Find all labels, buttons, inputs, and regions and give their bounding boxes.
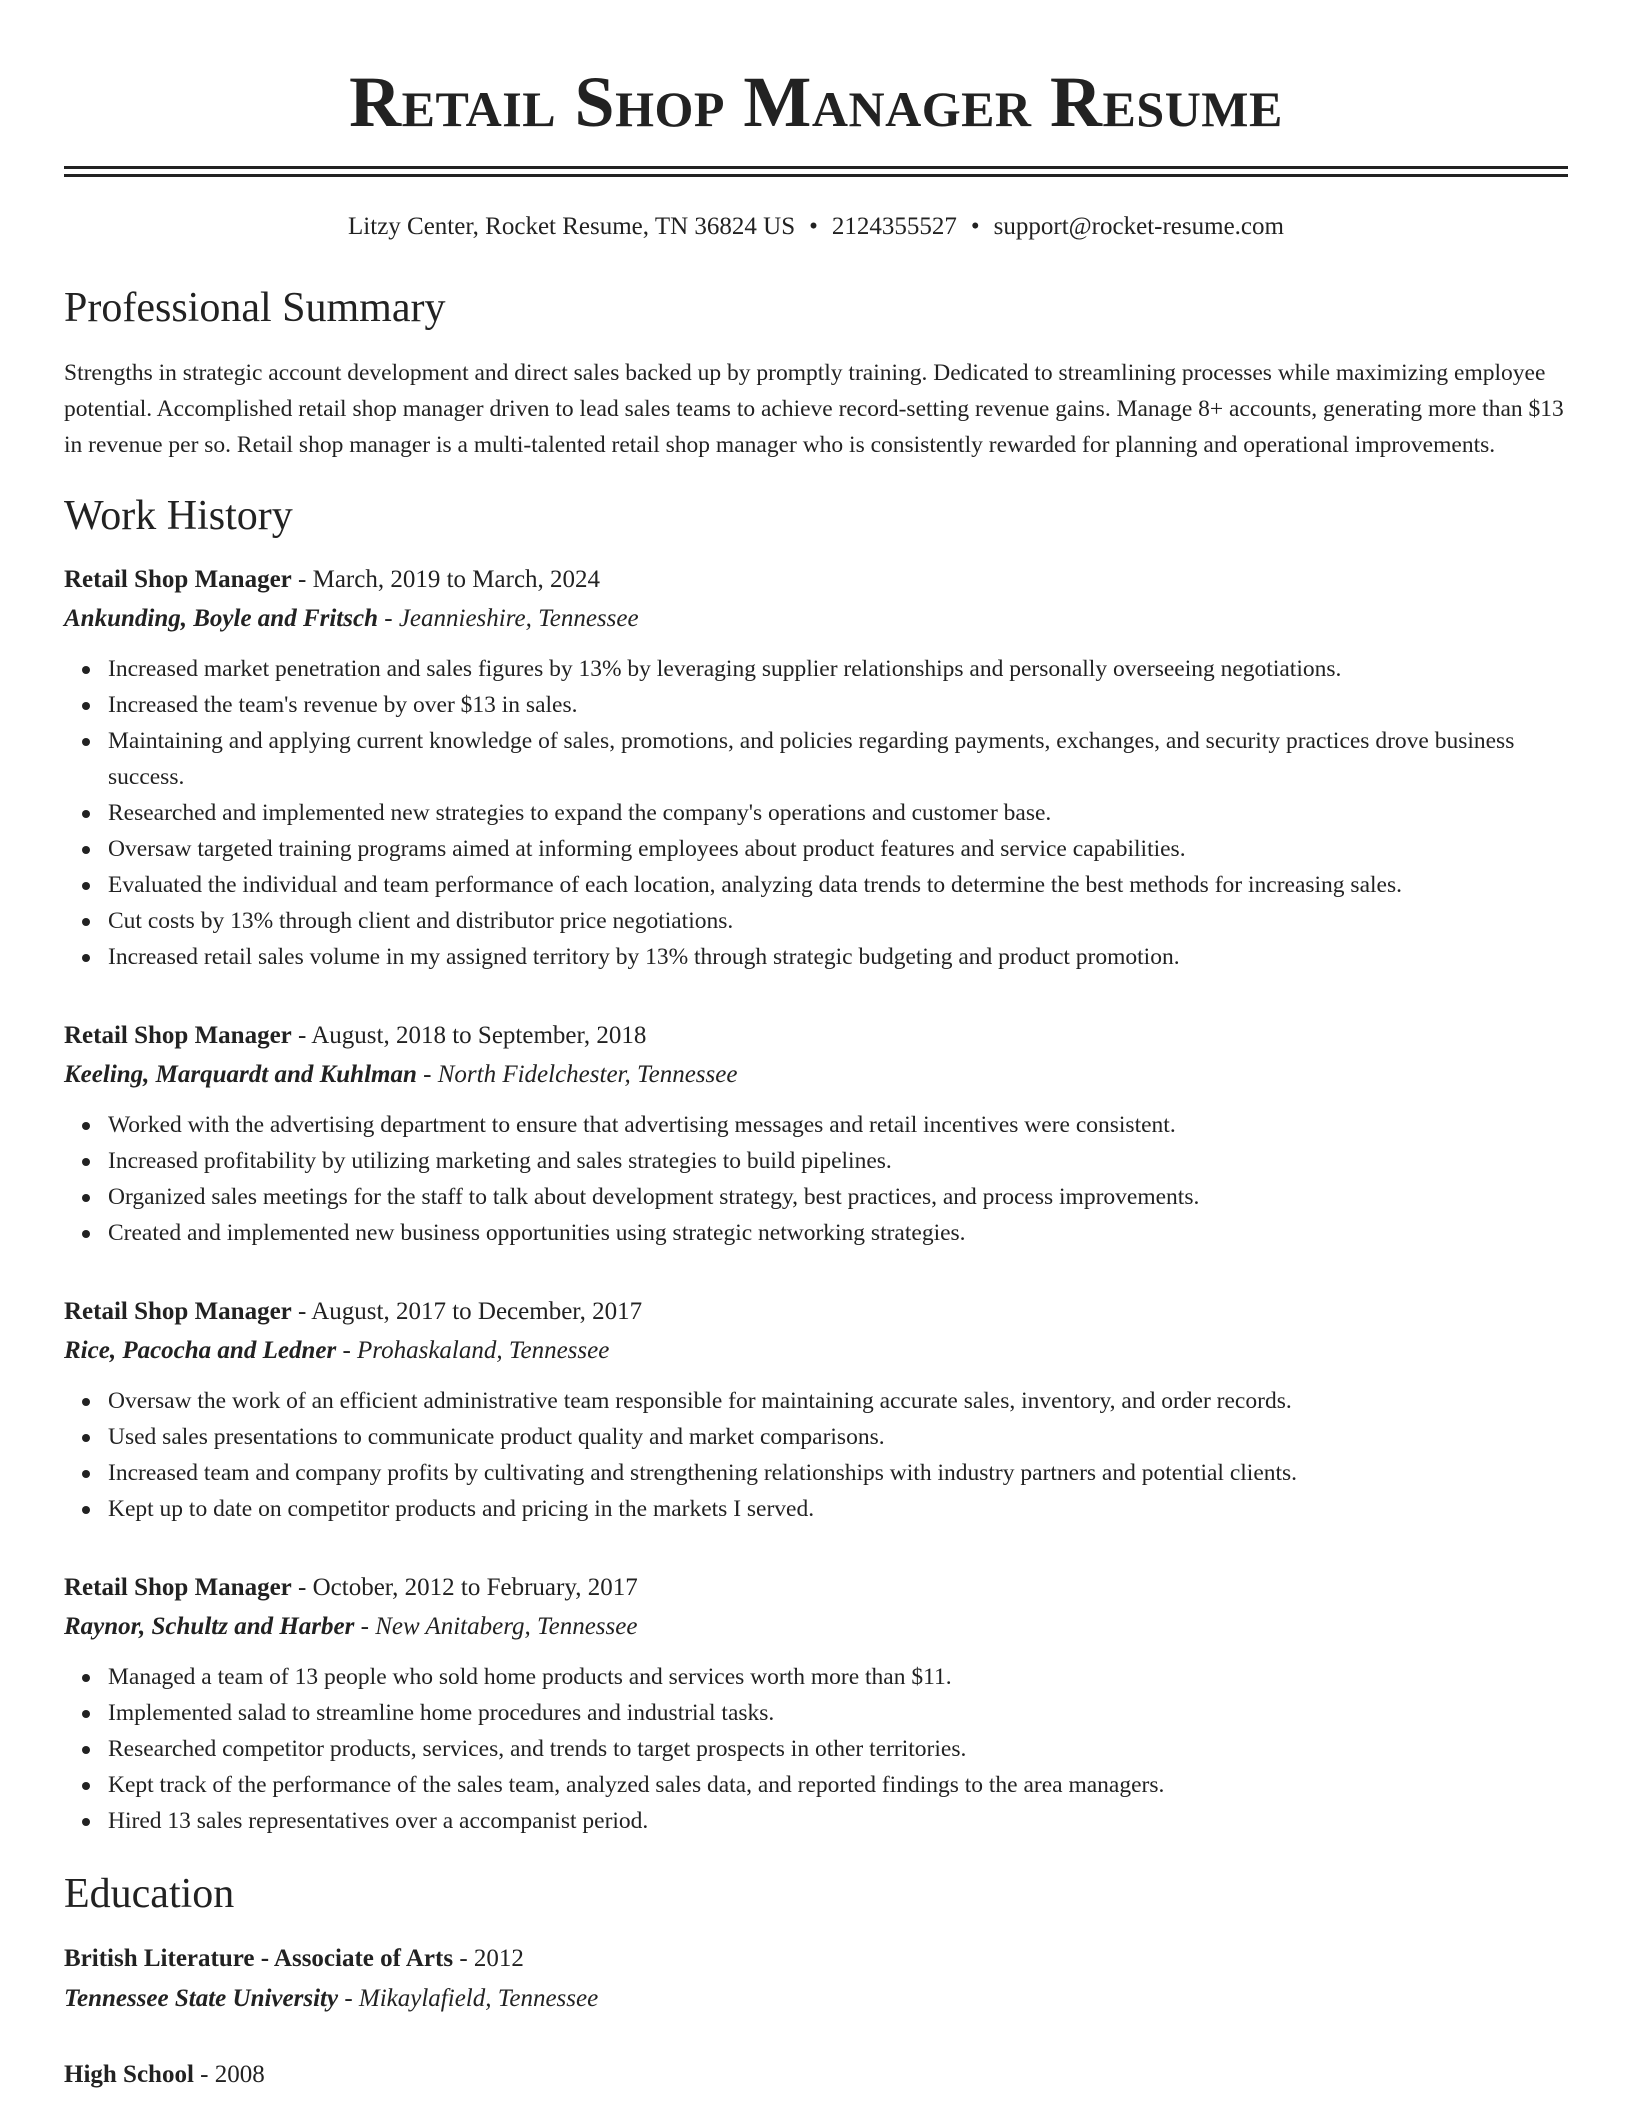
- job-bullet: Cut costs by 13% through client and distributor price negotiations.: [108, 903, 1568, 939]
- employer-line: [64, 1607, 1568, 1647]
- school-name: Tennessee State University: [64, 1985, 339, 2012]
- contact-line: [64, 211, 1568, 243]
- employer-location: New Anitaberg, Tennessee: [375, 1613, 638, 1640]
- job-dash: -: [291, 1574, 313, 1601]
- job-bullet: Researched and implemented new strategies to expand the company's operations and customer base.: [108, 795, 1568, 831]
- job-title: Retail Shop Manager: [64, 1022, 292, 1049]
- job-title: Retail Shop Manager: [64, 566, 292, 593]
- job-entry: [64, 1569, 1568, 1839]
- contact-separator: •: [970, 213, 980, 240]
- job-bullet: Maintaining and applying current knowledge of sales, promotions, and policies regarding payments, exchanges, and security practices drove business success.: [108, 723, 1568, 795]
- job-bullet: Kept up to date on competitor products and pricing in the markets I served.: [108, 1491, 1568, 1527]
- job-title-line: [64, 1569, 1568, 1607]
- job-bullet: Evaluated the individual and team performance of each location, analyzing data trends to determine the best methods for increasing sales.: [108, 867, 1568, 903]
- degree-name: High School: [64, 2061, 194, 2088]
- employer-location: Jeannieshire, Tennessee: [398, 605, 639, 632]
- job-bullet: Increased the team's revenue by over $13 in sales.: [108, 687, 1568, 723]
- degree-dash: -: [193, 2061, 215, 2088]
- employer-location: North Fidelchester, Tennessee: [437, 1061, 738, 1088]
- school-dash: -: [338, 1985, 359, 2012]
- job-bullet: Implemented salad to streamline home procedures and industrial tasks.: [108, 1695, 1568, 1731]
- job-dash: -: [291, 566, 313, 593]
- job-dates: March, 2019 to March, 2024: [312, 566, 601, 593]
- section-heading-education: Education: [64, 1871, 235, 1917]
- summary-paragraph: Strengths in strategic account development and direct sales backed up by promptly training. Dedicated to streamlining processes while maximizing employee potential. Accomplished retail shop manager driven to lead sales teams to achieve record-setting revenue gains. Manage 8+ accounts, generating more than $13 in revenue per so. Retail shop manager is a multi-talented retail shop manager who is consistently rewarded for planning and operational improvements.: [64, 360, 1564, 458]
- job-bullet: Used sales presentations to communicate product quality and market comparisons.: [108, 1419, 1568, 1455]
- education-entry: [64, 1939, 1568, 2019]
- employer-line: [64, 1055, 1568, 1095]
- job-entry: [64, 1017, 1568, 1251]
- degree-dash: -: [453, 1945, 474, 1972]
- job-dates: August, 2018 to September, 2018: [311, 1022, 647, 1049]
- job-dates: August, 2017 to December, 2017: [311, 1298, 643, 1325]
- job-bullet: Worked with the advertising department to ensure that advertising messages and retail incentives were consistent.: [108, 1107, 1568, 1143]
- job-bullet: Increased team and company profits by cultivating and strengthening relationships with industry partners and potential clients.: [108, 1455, 1568, 1491]
- employer-line: [64, 599, 1568, 639]
- employer-line: [64, 1331, 1568, 1371]
- job-title: Retail Shop Manager: [64, 1298, 292, 1325]
- job-entry: [64, 561, 1568, 975]
- education-entry: [64, 2055, 1568, 2095]
- job-dash: -: [291, 1298, 312, 1325]
- job-bullet: Increased market penetration and sales figures by 13% by leveraging supplier relationships and personally overseeing negotiations.: [108, 651, 1568, 687]
- education-list: [64, 1939, 1568, 2095]
- job-bullet: Managed a team of 13 people who sold home products and services worth more than $11.: [108, 1659, 1568, 1695]
- employer-name: Rice, Pacocha and Ledner: [64, 1337, 337, 1364]
- degree-year: 2008: [214, 2061, 265, 2088]
- employer-name: Raynor, Schultz and Harber: [64, 1613, 355, 1640]
- contact-separator: •: [809, 213, 818, 240]
- contact-address: Litzy Center, Rocket Resume, TN 36824 US: [348, 213, 796, 240]
- job-bullet: Created and implemented new business opportunities using strategic networking strategies.: [108, 1215, 1568, 1251]
- job-bullet-list: [64, 1659, 1568, 1839]
- employer-dash: -: [336, 1337, 358, 1364]
- job-bullet: Kept track of the performance of the sales team, analyzed sales data, and reported findings to the area managers.: [108, 1767, 1568, 1803]
- job-dates: October, 2012 to February, 2017: [312, 1574, 638, 1601]
- job-bullet: Hired 13 sales representatives over a accompanist period.: [108, 1803, 1568, 1839]
- work-history-list: [64, 561, 1568, 1839]
- job-bullet: Increased profitability by utilizing marketing and sales strategies to build pipelines.: [108, 1143, 1568, 1179]
- contact-phone: 2124355527: [831, 213, 957, 240]
- job-title-line: [64, 1293, 1568, 1331]
- job-bullet: Oversaw targeted training programs aimed at informing employees about product features and service capabilities.: [108, 831, 1568, 867]
- page-title: Retail Shop Manager Resume: [349, 62, 1283, 142]
- job-bullet: Oversaw the work of an efficient administrative team responsible for maintaining accurate sales, inventory, and order records.: [108, 1383, 1568, 1419]
- employer-location: Prohaskaland, Tennessee: [357, 1337, 610, 1364]
- job-bullet-list: [64, 1383, 1568, 1527]
- degree-line: [64, 1939, 1568, 1979]
- employer-dash: -: [377, 605, 399, 632]
- school-line: [64, 1979, 1568, 2019]
- degree-name: British Literature - Associate of Arts: [64, 1945, 454, 1972]
- job-dash: -: [291, 1022, 312, 1049]
- job-bullet: Researched competitor products, services, and trends to target prospects in other territories.: [108, 1731, 1568, 1767]
- job-bullet: Increased retail sales volume in my assigned territory by 13% through strategic budgeting and product promotion.: [108, 939, 1568, 975]
- employer-dash: -: [354, 1613, 376, 1640]
- job-bullet: Organized sales meetings for the staff to talk about development strategy, best practices, and process improvements.: [108, 1179, 1568, 1215]
- employer-dash: -: [416, 1061, 438, 1088]
- job-title-line: [64, 1017, 1568, 1055]
- job-bullet-list: [64, 651, 1568, 975]
- job-title-line: [64, 561, 1568, 599]
- section-heading-summary: Professional Summary: [64, 285, 446, 331]
- degree-year: 2012: [473, 1945, 524, 1972]
- employer-name: Ankunding, Boyle and Fritsch: [64, 605, 378, 632]
- section-heading-work-history: Work History: [64, 493, 293, 539]
- school-location: Mikaylafield, Tennessee: [358, 1985, 599, 2012]
- contact-email: support@rocket-resume.com: [993, 213, 1284, 240]
- job-bullet-list: [64, 1107, 1568, 1251]
- job-entry: [64, 1293, 1568, 1527]
- employer-name: Keeling, Marquardt and Kuhlman: [64, 1061, 417, 1088]
- title-double-rule: [64, 166, 1568, 177]
- job-title: Retail Shop Manager: [64, 1574, 292, 1601]
- resume-page: [64, 0, 1568, 2095]
- degree-line: [64, 2055, 1568, 2095]
